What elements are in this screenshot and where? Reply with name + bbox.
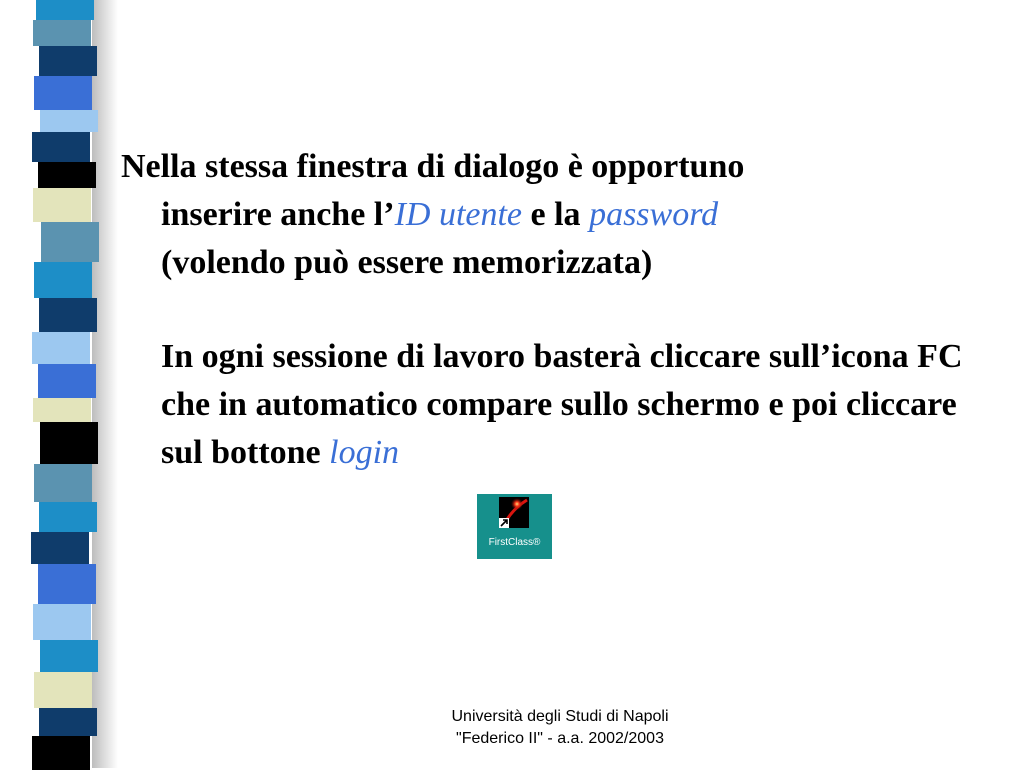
strip-band (33, 398, 91, 422)
paragraph1-line3: (volendo può essere memorizzata) (161, 244, 653, 281)
strip-band (33, 604, 91, 640)
strip-band (34, 464, 92, 502)
strip-band (34, 76, 92, 110)
strip-band (38, 564, 96, 604)
footer-academic-year: "Federico II" - a.a. 2002/2003 (456, 730, 664, 747)
strip-band (32, 736, 90, 770)
paragraph1-line2-prefix: inserire anche l’ (161, 196, 395, 233)
strip-band (33, 188, 91, 222)
highlight-login: login (329, 434, 400, 471)
strip-band (31, 532, 89, 564)
paragraph2-text: In ogni sessione di lavoro basterà cliccare sull’icona FC che in automatico compare sullo schermo e poi cliccare sul bottone (161, 338, 963, 471)
decorative-left-strip (0, 0, 120, 768)
strip-band (33, 20, 91, 46)
firstclass-shortcut-icon[interactable] (477, 494, 552, 559)
paragraph-session-instructions (161, 333, 1001, 477)
highlight-password: password (589, 196, 719, 233)
strip-band (40, 422, 98, 464)
paragraph1-line2 (121, 191, 1001, 239)
footer (390, 706, 730, 750)
strip-band (38, 162, 96, 188)
strip-band (40, 640, 98, 672)
strip-band (34, 262, 92, 298)
paragraph1-line1: Nella stessa finestra di dialogo è opportuno (121, 148, 745, 185)
firstclass-icon-label: FirstClass® (488, 537, 541, 548)
strip-band (41, 222, 99, 262)
strip-band (39, 46, 97, 76)
strip-band (39, 298, 97, 332)
strip-band (34, 672, 92, 708)
paragraph-login-credentials (121, 143, 1001, 287)
strip-band (32, 332, 90, 364)
strip-band (39, 502, 97, 532)
strip-band (32, 132, 90, 162)
strip-band (36, 0, 94, 20)
paragraph1-line2-middle: e la (522, 196, 590, 233)
strip-band (38, 364, 96, 398)
firstclass-logo-icon (499, 497, 529, 528)
strip-band (40, 110, 98, 132)
footer-university: Università degli Studi di Napoli (451, 708, 669, 725)
highlight-id-utente: ID utente (394, 196, 523, 233)
strip-band (39, 708, 97, 736)
